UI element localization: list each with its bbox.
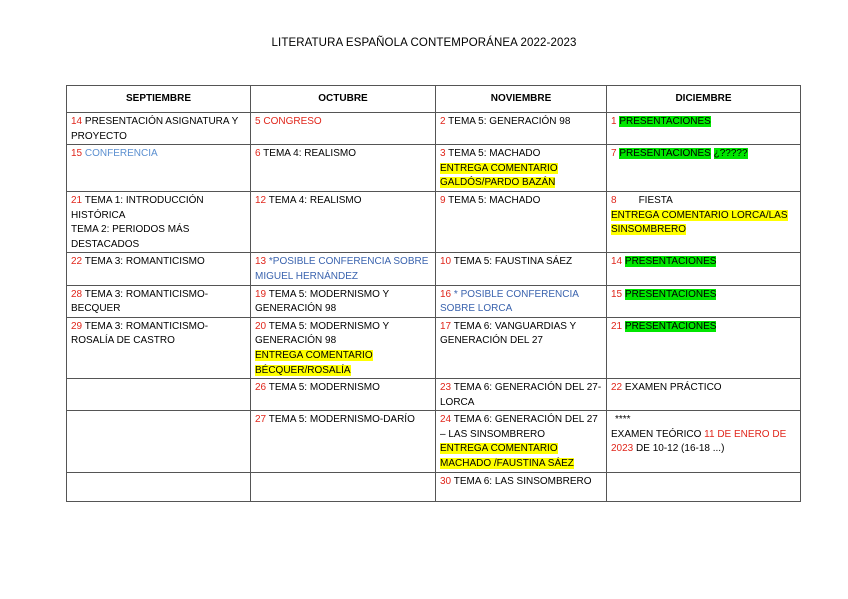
table-row: [67, 145, 801, 192]
day-number: 14: [71, 116, 83, 127]
cell-dic: [607, 191, 801, 252]
highlight-green-extra: ¿?????: [713, 148, 748, 160]
cell-text: TEMA 3: ROMANTICISMO-BECQUER: [71, 288, 209, 315]
cell-text: PRESENTACIÓN ASIGNATURA Y PROYECTO: [71, 116, 239, 142]
day-number: 16: [440, 288, 452, 300]
day-number: 6: [255, 148, 261, 160]
cell-oct: [251, 113, 436, 145]
cell-oct: [251, 285, 436, 317]
day-number: 1: [611, 116, 617, 127]
day-number: 2: [440, 116, 446, 127]
day-number: 5: [255, 116, 261, 127]
cell-nov: [436, 411, 607, 472]
highlight-green: PRESENTACIONES: [619, 148, 711, 160]
stars: ****: [615, 414, 631, 426]
day-number: 26: [255, 382, 267, 394]
table-row: [67, 253, 801, 285]
cell-nov: [436, 317, 607, 378]
cell-text: TEMA 5: FAUSTINA SÁEZ: [453, 256, 573, 268]
cell-text: CONGRESO: [263, 116, 322, 127]
column-header-noviembre: NOVIEMBRE: [436, 86, 607, 113]
table-row: [67, 472, 801, 501]
cell-dic: [607, 253, 801, 285]
cell-text: TEMA 5: MODERNISMO: [268, 382, 380, 394]
cell-oct: [251, 317, 436, 378]
table-row: [67, 317, 801, 378]
cell-sep-empty: [67, 411, 251, 472]
table-row: [67, 285, 801, 317]
cell-text: *POSIBLE CONFERENCIA SOBRE MIGUEL HERNÁNDEZ: [255, 256, 429, 282]
highlight-yellow: ENTREGA COMENTARIO MACHADO /FAUSTINA SÁEZ: [440, 443, 574, 470]
day-number: 23: [440, 382, 452, 394]
cell-dic: [607, 285, 801, 317]
cell-text: TEMA 5: MODERNISMO Y GENERACIÓN 98: [255, 288, 389, 315]
cell-dic: [607, 411, 801, 472]
table-row: [67, 411, 801, 472]
day-number: 15: [611, 288, 623, 300]
cell-dic: [607, 379, 801, 411]
day-number: 20: [255, 320, 267, 332]
day-number: 19: [255, 288, 267, 300]
column-header-octubre: OCTUBRE: [251, 86, 436, 113]
header-row: [67, 86, 801, 113]
cell-sep: [67, 191, 251, 252]
cell-nov: [436, 472, 607, 501]
highlight-green: PRESENTACIONES: [624, 256, 717, 268]
cell-nov: [436, 379, 607, 411]
cell-sep: [67, 113, 251, 145]
day-number: 22: [71, 256, 83, 268]
cell-text: TEMA 5: MODERNISMO-DARÍO: [268, 414, 415, 426]
highlight-yellow: ENTREGA COMENTARIO LORCA/LAS SINSOMBRERO: [611, 209, 788, 236]
cell-oct: [251, 411, 436, 472]
day-number: 7: [611, 148, 617, 160]
cell-text: TEMA 1: INTRODUCCIÓN HISTÓRICA: [71, 194, 204, 221]
cell-text-line2: TEMA 2: PERIODOS MÁS DESTACADOS: [71, 224, 190, 250]
day-number: 9: [440, 194, 446, 206]
exam-time: DE 10-12 (16-18 ...): [636, 443, 725, 455]
cell-dic-empty: [607, 472, 801, 501]
cell-text: TEMA 6: GENERACIÓN DEL 27- LORCA: [440, 382, 602, 408]
cell-nov: [436, 191, 607, 252]
cell-text: TEMA 5: GENERACIÓN 98: [448, 116, 571, 127]
cell-text: TEMA 3: ROMANTICISMO-ROSALÍA DE CASTRO: [71, 320, 209, 347]
exam-date: 11 DE ENERO DE 2023: [611, 428, 787, 455]
cell-text: TEMA 5: MACHADO: [448, 194, 541, 206]
cell-text: TEMA 4: REALISMO: [268, 194, 362, 206]
day-number: 17: [440, 320, 452, 332]
cell-dic: [607, 317, 801, 378]
cell-sep: [67, 145, 251, 192]
cell-text: TEMA 6: GENERACIÓN DEL 27 – LAS SINSOMBRERO: [440, 414, 598, 440]
cell-text: TEMA 4: REALISMO: [263, 148, 356, 160]
cell-nov: [436, 285, 607, 317]
day-number: 27: [255, 414, 267, 426]
cell-text: EXAMEN PRÁCTICO: [624, 382, 722, 394]
day-number: 10: [440, 256, 452, 268]
highlight-green: PRESENTACIONES: [624, 320, 717, 332]
day-number: 12: [255, 194, 267, 206]
highlight-green: PRESENTACIONES: [619, 116, 711, 127]
column-header-septiembre: SEPTIEMBRE: [67, 86, 251, 113]
document-title: LITERATURA ESPAÑOLA CONTEMPORÁNEA 2022-2023: [271, 37, 577, 49]
cell-text: TEMA 6: LAS SINSOMBRERO: [453, 475, 592, 487]
cell-nov: [436, 145, 607, 192]
cell-text: * POSIBLE CONFERENCIA SOBRE LORCA: [440, 288, 579, 315]
day-number: 29: [71, 320, 83, 332]
cell-text: TEMA 3: ROMANTICISMO: [84, 256, 205, 268]
cell-oct: [251, 253, 436, 285]
schedule-table: [66, 85, 801, 502]
cell-text: TEMA 5: MACHADO: [448, 148, 541, 160]
table-row: [67, 113, 801, 145]
cell-text: CONFERENCIA: [84, 148, 158, 160]
cell-text: TEMA 5: MODERNISMO Y GENERACIÓN 98: [255, 320, 389, 347]
highlight-green: PRESENTACIONES: [624, 288, 717, 300]
cell-text: EXAMEN TEÓRICO: [611, 428, 702, 440]
cell-oct: [251, 191, 436, 252]
day-number: 21: [611, 320, 623, 332]
table-row: [67, 379, 801, 411]
day-number: 14: [611, 256, 623, 268]
highlight-yellow: ENTREGA COMENTARIO GALDÓS/PARDO BAZÁN: [440, 162, 558, 189]
cell-text: FIESTA: [638, 194, 673, 206]
cell-oct: [251, 145, 436, 192]
day-number: 3: [440, 148, 446, 160]
cell-dic: [607, 113, 801, 145]
day-number: 22: [611, 382, 623, 394]
cell-text: TEMA 6: VANGUARDIAS Y GENERACIÓN DEL 27: [440, 320, 576, 347]
day-number: 24: [440, 414, 452, 426]
table-row: [67, 191, 801, 252]
day-number: 21: [71, 194, 83, 206]
cell-dic: [607, 145, 801, 192]
day-number: 8: [611, 194, 617, 206]
cell-sep: [67, 317, 251, 378]
cell-sep: [67, 253, 251, 285]
day-number: 13: [255, 256, 267, 268]
cell-sep: [67, 285, 251, 317]
day-number: 30: [440, 475, 452, 487]
highlight-yellow: ENTREGA COMENTARIO BÉCQUER/ROSALÍA: [255, 349, 373, 376]
cell-nov: [436, 253, 607, 285]
day-number: 15: [71, 148, 83, 160]
column-header-diciembre: DICIEMBRE: [607, 86, 801, 113]
cell-sep-empty: [67, 472, 251, 501]
cell-nov: [436, 113, 607, 145]
cell-sep-empty: [67, 379, 251, 411]
day-number: 28: [71, 288, 83, 300]
cell-oct-empty: [251, 472, 436, 501]
cell-oct: [251, 379, 436, 411]
